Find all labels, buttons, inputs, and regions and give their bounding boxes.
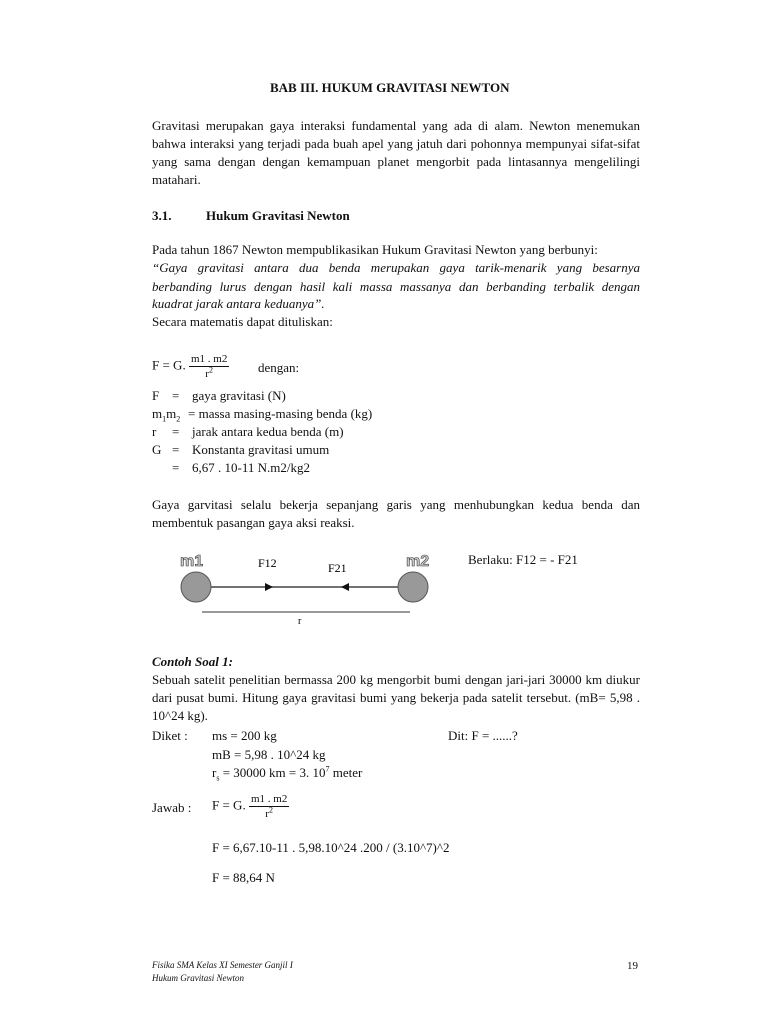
- formula-general: F = G. $\frac{m1 . m2}{r^2}$: [212, 793, 288, 820]
- footer-chapter: Hukum Gravitasi Newton: [152, 973, 244, 983]
- text-line: Sebuah satelit penelitian bermassa 200 kg mengorbit bumi dengan jari-jari 30000 km diukur: [152, 672, 640, 687]
- def-eq: =: [172, 424, 180, 439]
- text-line: Pada tahun 1867 Newton mempublikasikan Hukum Gravitasi Newton yang berbunyi:: [152, 242, 598, 257]
- text-line: membentuk pasangan gaya aksi reaksi.: [152, 515, 355, 530]
- example-title: Contoh Soal 1:: [152, 654, 233, 669]
- def-sym: F: [152, 388, 160, 403]
- formula-lhs: F = G.: [152, 357, 186, 373]
- def-text: = massa masing-masing benda (kg): [188, 406, 373, 421]
- quote-line: kuadrat jarak antara keduanya”.: [152, 296, 325, 311]
- formula-fraction: [189, 352, 229, 381]
- label-f12: F12: [258, 556, 277, 570]
- diket-label: Diket :: [152, 728, 188, 743]
- intro-line: matahari.: [152, 172, 201, 187]
- def-text: Konstanta gravitasi umum: [192, 442, 330, 457]
- intro-line: yang sama dengan dengan kemampuan planet mengorbit pada lintasannya mengelilingi: [152, 154, 640, 169]
- arrow-f12: [265, 583, 273, 591]
- def-text: jarak antara kedua benda (m): [192, 424, 344, 439]
- def-eq: =: [172, 460, 180, 475]
- label-m2: m2: [406, 553, 430, 570]
- chapter-title: BAB III. HUKUM GRAVITASI NEWTON: [270, 80, 510, 95]
- def-sym: G: [152, 442, 162, 457]
- footer-book: Fisika SMA Kelas XI Semester Ganjil I: [152, 960, 293, 970]
- general-denominator: $r^2$: [265, 805, 273, 820]
- diket-item: ms = 200 kg: [212, 728, 277, 743]
- def-sym: $m_1m_2$: [152, 406, 181, 424]
- berlaku-text: Berlaku: F12 = - F21: [468, 552, 578, 567]
- def-text: gaya gravitasi (N): [192, 388, 286, 403]
- quote-line: berbanding lurus dengan hasil kali massa massanya dan berbanding terbalik dengan: [152, 279, 640, 294]
- formula-substitution: F = 6,67.10-11 . 5,98.10^24 .200 / (3.10^7)^2: [212, 840, 450, 855]
- arrow-f21: [341, 583, 349, 591]
- intro-line: bahwa interaksi yang terjadi pada buah apel yang jatuh dari pohonnya mempunyai sifat-sifat: [152, 136, 640, 151]
- def-text: 6,67 . 10-11 N.m2/kg2: [192, 460, 310, 475]
- formula-numerator: m1 . m2: [190, 353, 228, 365]
- def-sym: r: [152, 424, 157, 439]
- def-eq: =: [172, 442, 180, 457]
- section-title: Hukum Gravitasi Newton: [206, 208, 350, 223]
- text-line: 10^24 kg).: [152, 708, 208, 723]
- formula-denominator: $r^2$: [205, 365, 213, 380]
- label-m1: m1: [180, 553, 204, 570]
- mass-m1: [181, 572, 211, 602]
- diket-item: mB = 5,98 . 10^24 kg: [212, 747, 326, 762]
- jawab-label: Jawab :: [152, 800, 192, 815]
- dengan-label: dengan:: [258, 360, 300, 375]
- mass-m2: [398, 572, 428, 602]
- text-line: dari pusat bumi. Hitung gaya gravitasi bumi yang bekerja pada satelit tersebut. (mB= 5,98 .: [152, 690, 640, 705]
- text-line: Gaya garvitasi selalu bekerja sepanjang garis yang menhubungkan kedua benda dan: [152, 497, 640, 512]
- label-r: r: [298, 616, 302, 627]
- formula: [152, 352, 229, 381]
- gravity-diagram: [150, 540, 450, 630]
- label-f21: F21: [328, 561, 347, 575]
- quote-line: “Gaya gravitasi antara dua benda merupakan gaya tarik-menarik yang besarnya: [152, 260, 640, 275]
- general-numerator: m1 . m2: [250, 793, 288, 805]
- diket-item: $r_s = 30000$ km = 3. $10^7$ meter: [212, 764, 363, 783]
- page-number: 19: [627, 960, 638, 972]
- intro-line: Gravitasi merupakan gaya interaksi fundamental yang ada di alam. Newton menemukan: [152, 118, 640, 133]
- text-line: Secara matematis dapat dituliskan:: [152, 314, 333, 329]
- general-fraction: [249, 792, 289, 821]
- section-number: 3.1.: [152, 208, 172, 223]
- dit-text: Dit: F = ......?: [448, 728, 518, 743]
- def-eq: =: [172, 388, 180, 403]
- result: F = 88,64 N: [212, 870, 275, 885]
